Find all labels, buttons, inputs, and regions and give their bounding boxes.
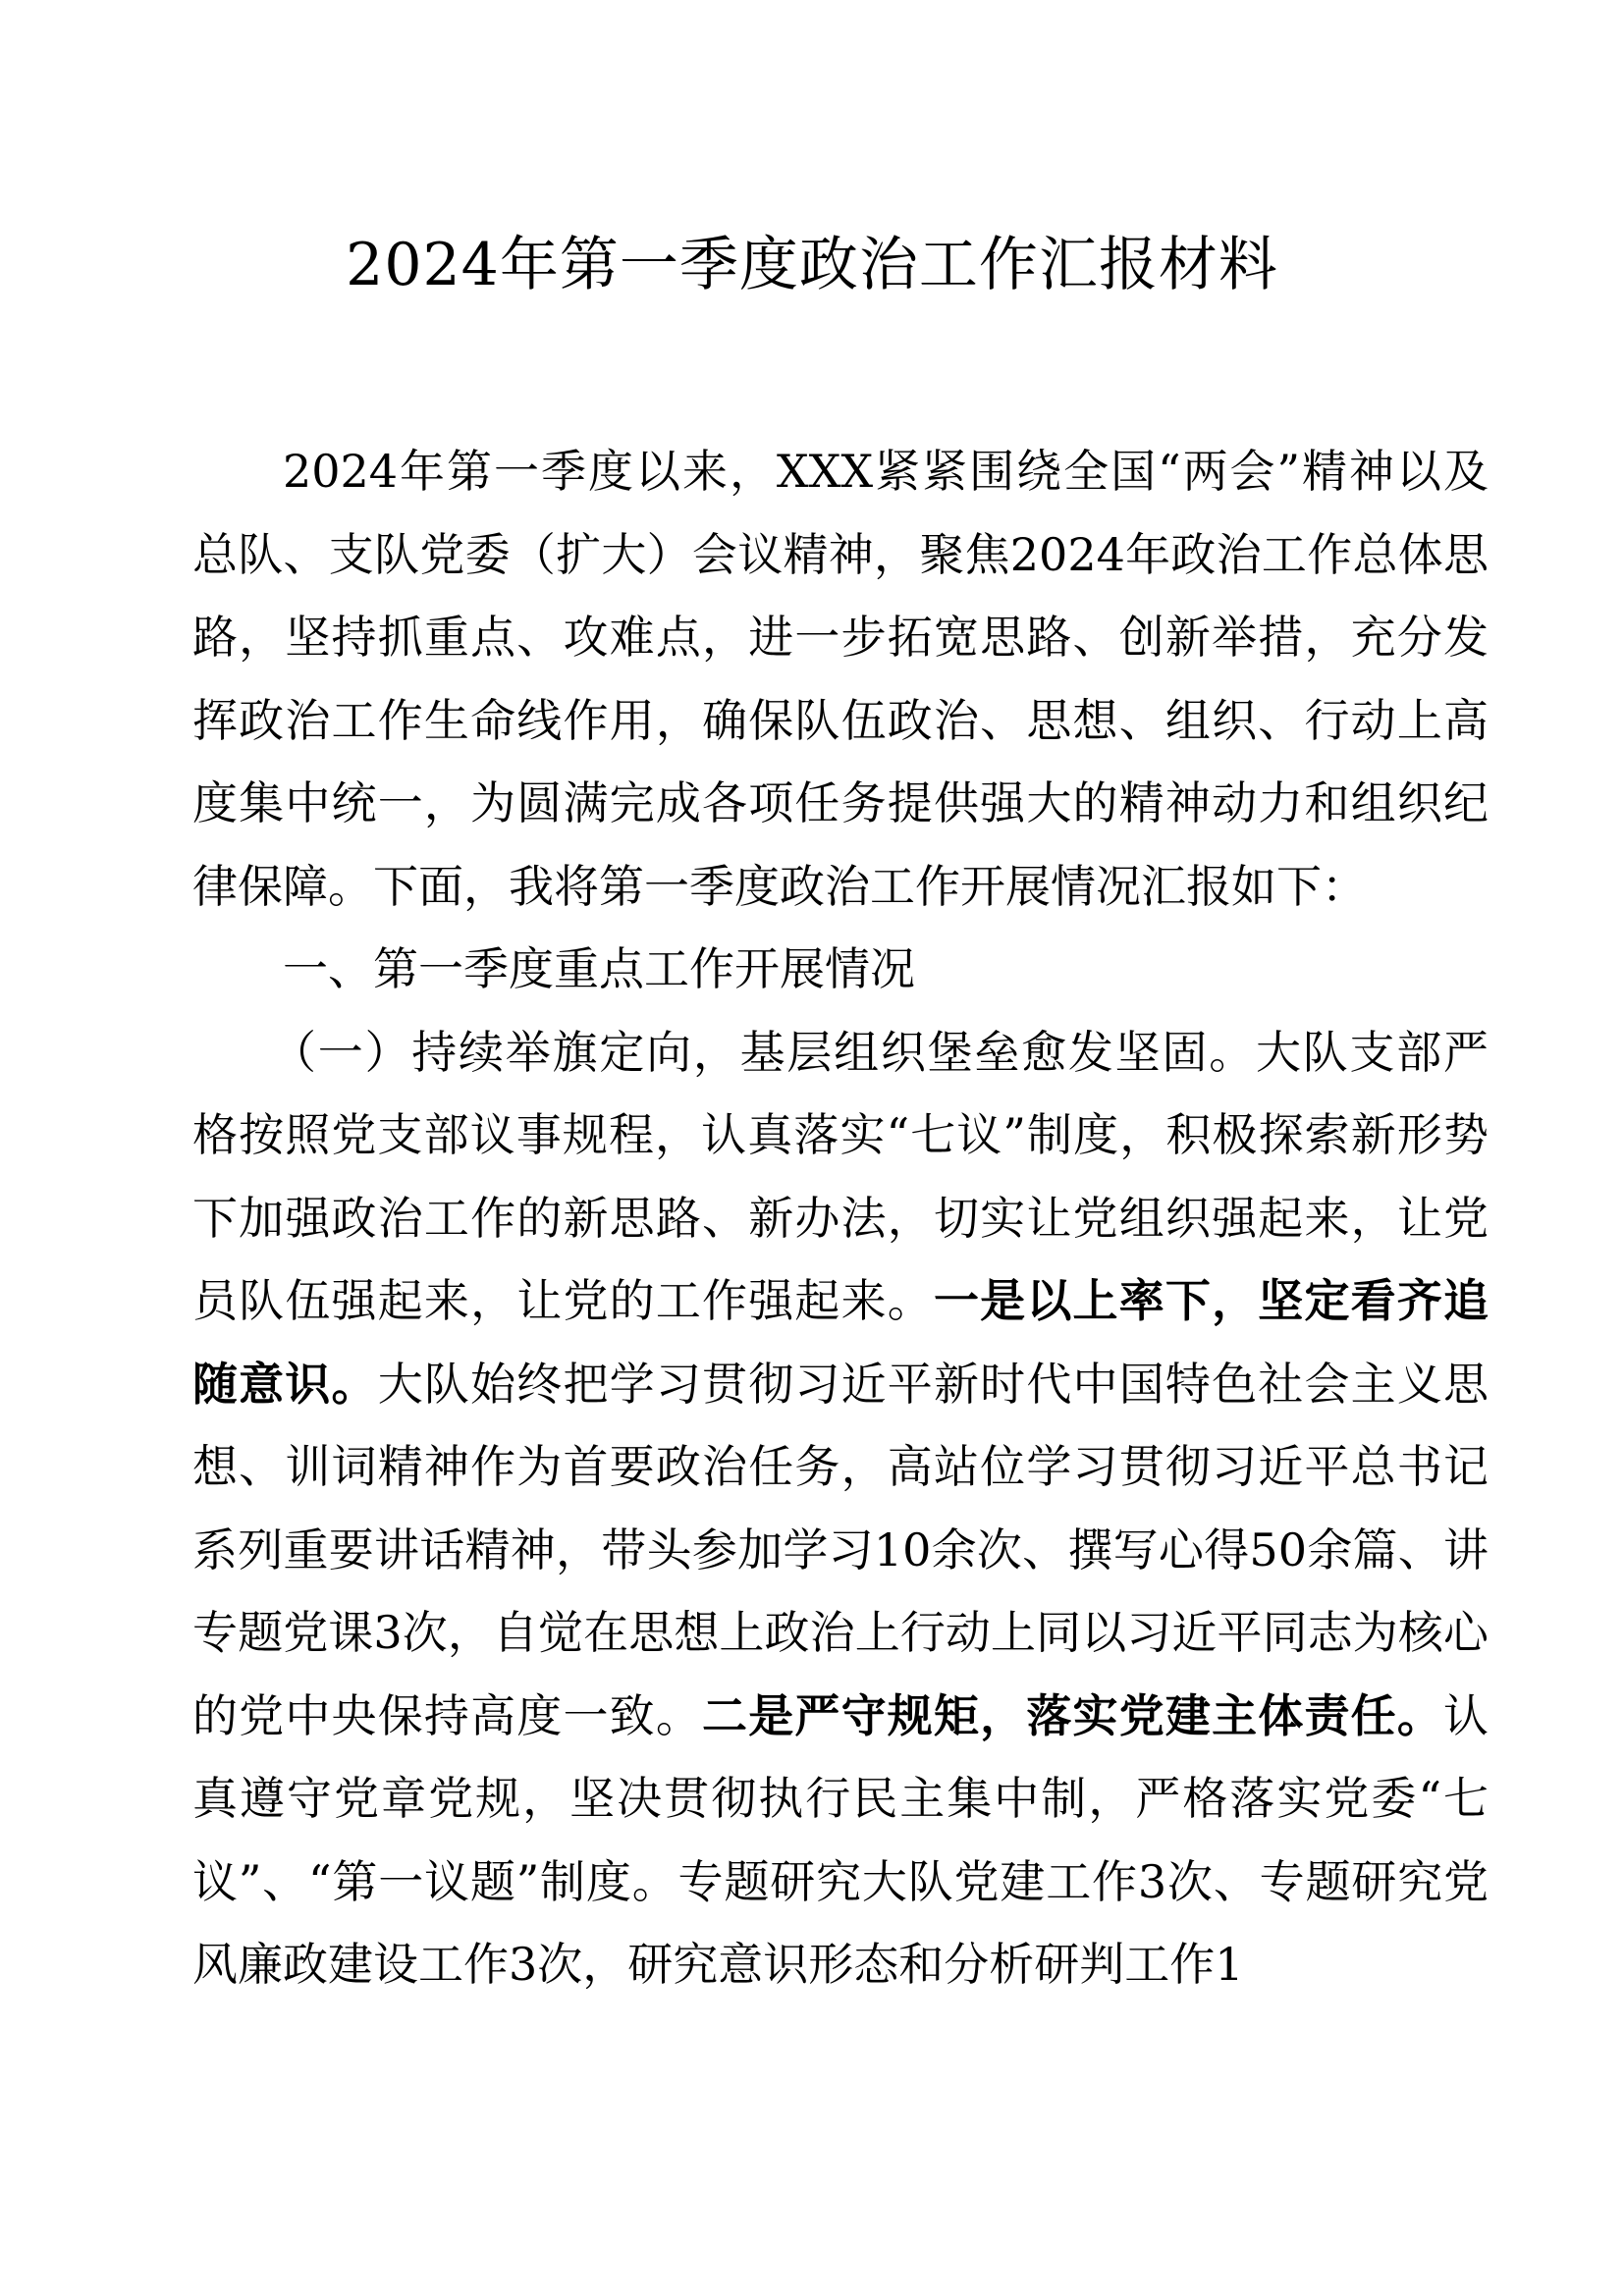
subsection-text-b: 大队始终把学习贯彻习近平新时代中国特色社会主义思想、训词精神作为首要政治任务，高站位学习贯彻习近平总书记系列重要讲话精神，带头参加学习10余次、撰写心得50余篇、讲专题党课3次，自觉在思想上政治上行动上同以习近平同志为核心的党中央保持高度一致。 [192,1357,1489,1742]
subsection-paragraph [192,1011,1489,2006]
document-body [192,430,1489,2006]
intro-paragraph: 2024年第一季度以来，XXX紧紧围绕全国“两会”精神以及总队、支队党委（扩大）会议精神，聚焦2024年政治工作总体思路，坚持抓重点、攻难点，进一步拓宽思路、创新举措，充分发挥政治工作生命线作用，确保队伍政治、思想、组织、行动上高度集中统一，为圆满完成各项任务提供强大的精神动力和组织纪律保障。下面，我将第一季度政治工作开展情况汇报如下： [192,445,1489,913]
bold-point-2: 二是严守规矩，落实党建主体责任。 [702,1688,1444,1742]
section-heading: 一、第一季度重点工作开展情况 [283,942,915,995]
subsection-text-c: 认真遵守党章党规，坚决贯彻执行民主集中制，严格落实党委“七议”、“第一议题”制度。专题研究大队党建工作3次、专题研究党风廉政建设工作3次，研究意识形态和分析研判工作1 [192,1688,1489,1991]
subsection-text-a: （一）持续举旗定向，基层组织堡垒愈发坚固。大队支部严格按照党支部议事规程，认真落实“七议”制度，积极探索新形势下加强政治工作的新思路、新办法，切实让党组织强起来，让党员队伍强起来，让党的工作强起来。 [192,1025,1489,1327]
document-title: 2024年第一季度政治工作汇报材料 [346,231,1278,299]
bold-point-1: 一是以上率下，坚定看齐追随意识。 [192,1274,1489,1411]
